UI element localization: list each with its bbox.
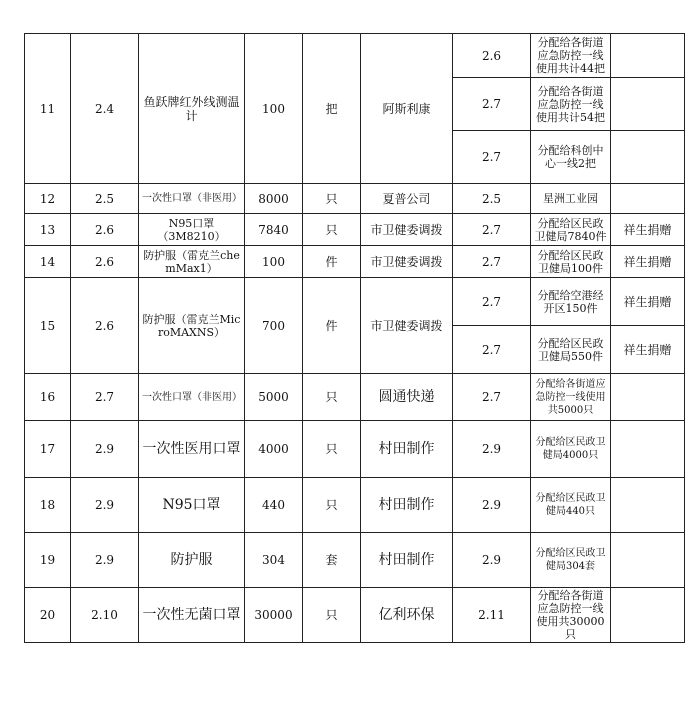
cell-source: 村田制作 [361,478,453,533]
cell-note: 祥生捐赠 [611,246,685,278]
table-row [25,278,685,326]
cell-quantity: 100 [245,34,303,184]
cell-date: 2.9 [71,478,139,533]
cell-unit: 只 [303,374,361,421]
cell-destination: 分配给区民政卫健局7840件 [531,214,611,246]
table-row [25,374,685,421]
cell-dispatch-date: 2.7 [453,78,531,131]
cell-date: 2.10 [71,588,139,643]
table-row [25,184,685,214]
cell-destination: 分配给各街道应急防控一线使用共计44把 [531,34,611,78]
cell-dispatch-date: 2.7 [453,326,531,374]
cell-dispatch-date: 2.9 [453,478,531,533]
document-page [24,33,685,643]
cell-destination: 分配给各街道应急防控一线使用共5000只 [531,374,611,421]
cell-quantity: 8000 [245,184,303,214]
table-row [25,214,685,246]
cell-destination: 分配给各街道应急防控一线使用共计54把 [531,78,611,131]
cell-dispatch-date: 2.11 [453,588,531,643]
cell-item-name: 一次性口罩（非医用） [139,374,245,421]
cell-destination: 分配给区民政卫健局304套 [531,533,611,588]
cell-unit: 只 [303,478,361,533]
cell-source: 村田制作 [361,533,453,588]
cell-dispatch-date: 2.6 [453,34,531,78]
cell-source: 亿利环保 [361,588,453,643]
cell-date: 2.6 [71,214,139,246]
cell-no: 20 [25,588,71,643]
cell-date: 2.4 [71,34,139,184]
cell-unit: 只 [303,421,361,478]
cell-note [611,374,685,421]
cell-date: 2.5 [71,184,139,214]
cell-note [611,588,685,643]
cell-source: 市卫健委调拨 [361,278,453,374]
cell-no: 13 [25,214,71,246]
cell-date: 2.9 [71,421,139,478]
cell-item-name: 一次性医用口罩 [139,421,245,478]
cell-no: 11 [25,34,71,184]
cell-item-name: 防护服（雷克兰MicroMAXNS） [139,278,245,374]
cell-source: 市卫健委调拨 [361,246,453,278]
cell-note: 祥生捐赠 [611,278,685,326]
cell-source: 阿斯利康 [361,34,453,184]
cell-unit: 件 [303,246,361,278]
cell-no: 16 [25,374,71,421]
cell-dispatch-date: 2.7 [453,214,531,246]
cell-dispatch-date: 2.9 [453,421,531,478]
cell-destination: 分配给各街道应急防控一线使用共30000只 [531,588,611,643]
cell-date: 2.7 [71,374,139,421]
cell-unit: 只 [303,184,361,214]
table-row [25,478,685,533]
cell-note: 祥生捐赠 [611,214,685,246]
cell-destination: 分配给区民政卫健局100件 [531,246,611,278]
cell-no: 15 [25,278,71,374]
cell-dispatch-date: 2.7 [453,278,531,326]
cell-quantity: 440 [245,478,303,533]
cell-quantity: 700 [245,278,303,374]
table-row [25,533,685,588]
cell-destination: 分配给空港经开区150件 [531,278,611,326]
cell-source: 市卫健委调拨 [361,214,453,246]
cell-note [611,78,685,131]
cell-item-name: 一次性无菌口罩 [139,588,245,643]
cell-no: 18 [25,478,71,533]
cell-quantity: 100 [245,246,303,278]
cell-destination: 分配给区民政卫健局550件 [531,326,611,374]
cell-source: 夏普公司 [361,184,453,214]
cell-unit: 把 [303,34,361,184]
cell-destination: 分配给区民政卫健局440只 [531,478,611,533]
cell-quantity: 30000 [245,588,303,643]
cell-quantity: 4000 [245,421,303,478]
cell-note: 祥生捐赠 [611,326,685,374]
cell-note [611,421,685,478]
cell-destination: 分配给区民政卫健局4000只 [531,421,611,478]
supplies-table [24,33,685,643]
cell-no: 17 [25,421,71,478]
cell-note [611,478,685,533]
cell-unit: 只 [303,588,361,643]
table-row [25,246,685,278]
cell-item-name: 防护服（雷克兰chemMax1） [139,246,245,278]
cell-dispatch-date: 2.5 [453,184,531,214]
cell-item-name: N95口罩 [139,478,245,533]
cell-dispatch-date: 2.7 [453,374,531,421]
cell-quantity: 304 [245,533,303,588]
cell-unit: 套 [303,533,361,588]
cell-no: 14 [25,246,71,278]
cell-item-name: N95口罩（3M8210） [139,214,245,246]
cell-destination: 星洲工业园 [531,184,611,214]
table-row [25,588,685,643]
cell-no: 19 [25,533,71,588]
cell-date: 2.6 [71,278,139,374]
cell-note [611,131,685,184]
cell-item-name: 防护服 [139,533,245,588]
cell-source: 圆通快递 [361,374,453,421]
cell-dispatch-date: 2.7 [453,131,531,184]
cell-unit: 件 [303,278,361,374]
cell-source: 村田制作 [361,421,453,478]
cell-unit: 只 [303,214,361,246]
cell-note [611,184,685,214]
cell-dispatch-date: 2.9 [453,533,531,588]
cell-date: 2.9 [71,533,139,588]
cell-note [611,34,685,78]
cell-note [611,533,685,588]
cell-no: 12 [25,184,71,214]
table-row [25,34,685,78]
cell-quantity: 5000 [245,374,303,421]
cell-destination: 分配给科创中心一线2把 [531,131,611,184]
cell-dispatch-date: 2.7 [453,246,531,278]
table-row [25,421,685,478]
cell-quantity: 7840 [245,214,303,246]
cell-item-name: 一次性口罩（非医用） [139,184,245,214]
cell-item-name: 鱼跃牌红外线测温计 [139,34,245,184]
cell-date: 2.6 [71,246,139,278]
